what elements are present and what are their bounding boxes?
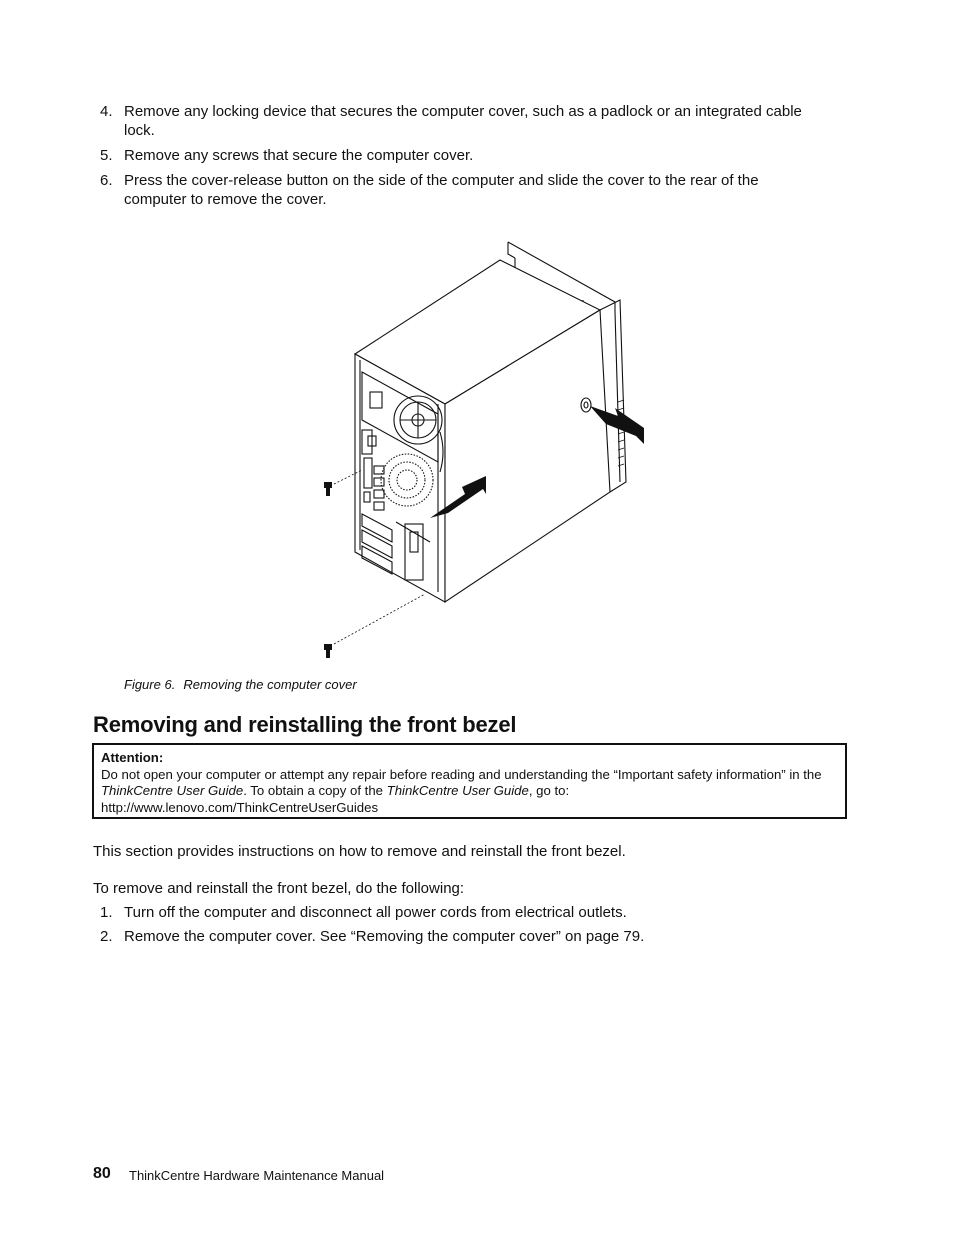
figure-caption-text: Removing the computer cover bbox=[183, 677, 357, 692]
step-number: 6. bbox=[100, 172, 113, 189]
step-number: 2. bbox=[100, 928, 113, 945]
attention-text: , go to: bbox=[528, 783, 570, 798]
step-text: Remove any screws that secure the computer cover. bbox=[124, 147, 474, 164]
step-number: 4. bbox=[100, 103, 113, 120]
figure-label: Figure 6. bbox=[124, 677, 176, 692]
step-number: 1. bbox=[100, 904, 113, 921]
attention-text: . To obtain a copy of the bbox=[243, 783, 387, 798]
attention-box bbox=[92, 743, 847, 819]
lead-in-paragraph: To remove and reinstall the front bezel, do the following: bbox=[93, 880, 465, 897]
guide-name: ThinkCentre User Guide bbox=[101, 783, 244, 798]
screw-icon bbox=[324, 644, 332, 658]
intro-paragraph: This section provides instructions on how to remove and reinstall the front bezel. bbox=[93, 843, 626, 860]
page-number: 80 bbox=[93, 1165, 111, 1182]
figure-caption bbox=[124, 677, 357, 692]
step-number: 5. bbox=[100, 147, 113, 164]
guide-url-link[interactable]: http://www.lenovo.com/ThinkCentreUserGuides bbox=[101, 799, 379, 815]
step-text: Press the cover-release button on the side of the computer and slide the cover to the rear of the computer to remove the cover. bbox=[124, 172, 759, 208]
section-heading: Removing and reinstalling the front bezel bbox=[93, 712, 517, 737]
footer-title: ThinkCentre Hardware Maintenance Manual bbox=[129, 1168, 385, 1183]
screw-icon bbox=[324, 482, 332, 496]
attention-title: Attention: bbox=[101, 750, 164, 765]
step-text: Remove any locking device that secures the computer cover, such as a padlock or an integrated cable lock. bbox=[124, 103, 802, 139]
attention-text: Do not open your computer or attempt any repair before reading and understanding the “Important safety information” in the bbox=[101, 766, 822, 782]
computer-cover-illustration bbox=[300, 232, 660, 662]
step-text: Turn off the computer and disconnect all power cords from electrical outlets. bbox=[124, 904, 627, 921]
step-text: Remove the computer cover. See “Removing the computer cover” on page 79. bbox=[124, 928, 645, 945]
computer-tower-drawing bbox=[300, 232, 660, 662]
guide-name: ThinkCentre User Guide bbox=[386, 783, 529, 798]
